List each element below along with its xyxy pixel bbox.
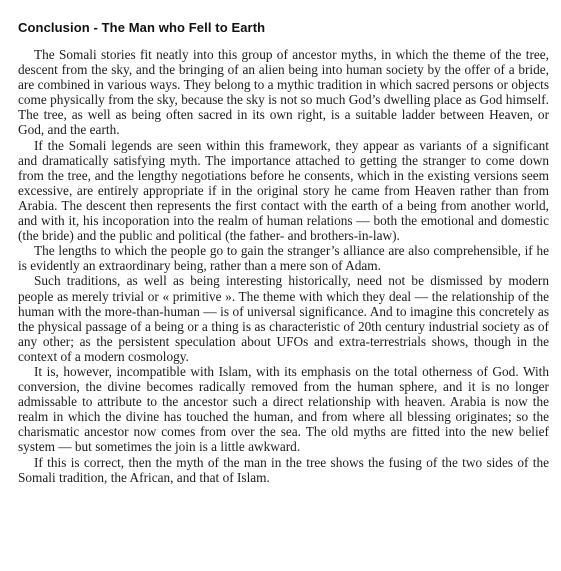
paragraph-2: If the Somali legends are seen within this framework, they appear as variants of a significant and dramatically satisfying myth. The importance attached to getting the stranger to come down from the tree, and the lengthy negotiations before he consents, which in the existing versions seem excessive, are entirely appropriate if in the original story he came from Heaven rather than from Arabia. The descent then represents the first contact with the earth of a being from another world, and with it, his incoporation into the realm of human relations — both the emotional and domestic (the bride) and the public and political (the father- and brothers-in-law). (18, 137, 549, 244)
paragraph-5: It is, however, incompatible with Islam, with its emphasis on the total otherness of God. With conversion, the divine becomes radically removed from the human sphere, and it is no longer admissable to attribute to the ancestor such a direct relationship with heaven. Arabia is now the realm in which the divine has touched the human, and from where all blessing originates; so the charismatic ancestor now comes from over the sea. The old myths are fitted into the new belief system — but sometimes the join is a little awkward. (18, 363, 549, 455)
paragraph-1: The Somali stories fit neatly into this group of ancestor myths, in which the theme of the tree, descent from the sky, and the bringing of an alien being into human society by the offer of a bride, are combined in various ways. They belong to a mythic tradition in which sacred persons or objects come physically from the sky, because the sky is not so much God’s dwelling place as God himself. The tree, as well as being often sacred in its own right, is a suitable ladder between Heaven, or God, and the earth. (18, 47, 549, 138)
paragraph-6: If this is correct, then the myth of the man in the tree shows the fusing of the two sides of the Somali tradition, the African, and that of Islam. (18, 454, 549, 485)
paragraph-4: Such traditions, as well as being interesting historically, need not be dismissed by modern people as merely trivial or « primitive ». The theme with which they deal — the relationship of the human with the more-than-human — is of universal significance. And to imagine this concretely as the physical passage of a being or a thing is as characteristic of 20th century industrial society as of any other; as the persistent speculation about UFOs and extra-terrestrials shows, though in the context of a modern cosmology. (18, 273, 549, 364)
paragraph-3: The lengths to which the people go to gain the stranger’s alliance are also comprehensible, if he is evidently an extraordinary being, rather than a mere son of Adam. (18, 243, 549, 274)
section-heading: Conclusion - The Man who Fell to Earth (18, 20, 266, 35)
